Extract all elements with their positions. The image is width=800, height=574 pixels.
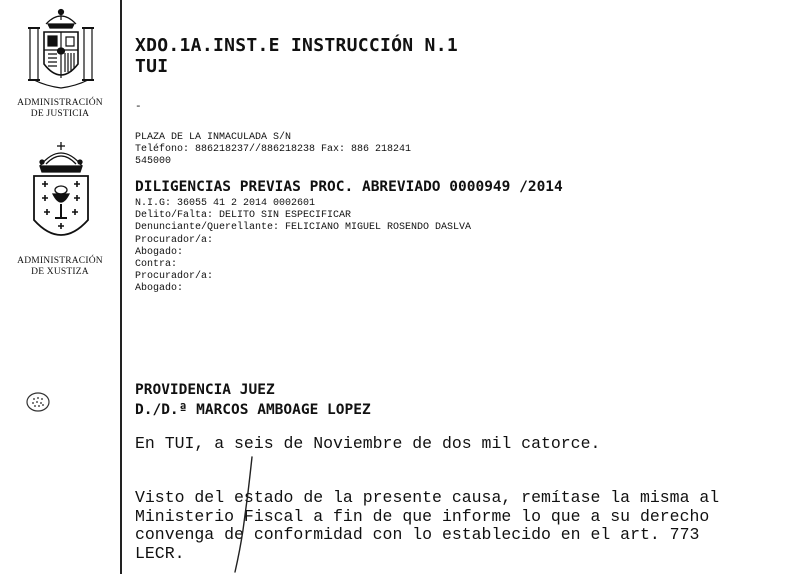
logo-bottom-label xyxy=(0,256,120,278)
court-name: XDO.1A.INST.E INSTRUCCIÓN N.1 xyxy=(135,35,458,56)
spain-coat-of-arms-logo xyxy=(26,6,96,91)
address-street: PLAZA DE LA INMACULADA S/N xyxy=(135,132,292,143)
place-date-line: En TUI, a seis de Noviembre de dos mil catorce. xyxy=(135,434,601,453)
body-line-2: Ministerio Fiscal a fin de que informe lo que a su derecho xyxy=(135,506,710,526)
body-line-3: convenga de conformidad con lo establecido en el art. 773 xyxy=(135,525,700,544)
galicia-coat-of-arms-logo xyxy=(26,138,96,253)
sidebar xyxy=(0,0,120,574)
logo-top-label xyxy=(0,98,120,120)
logo-top-label-line2: DE JUSTICIA xyxy=(30,109,90,119)
handwritten-pen-stroke xyxy=(225,455,260,574)
resolution-judge: D./D.ª MARCOS AMBOAGE LOPEZ xyxy=(135,402,371,418)
header-dash: - xyxy=(135,101,142,113)
proceeding-complainant: Denunciante/Querellante: FELICIANO MIGUEL ROSENDO DASLVA xyxy=(135,222,472,234)
margin-rule xyxy=(120,0,122,574)
resolution-type: PROVIDENCIA JUEZ xyxy=(135,382,275,398)
court-header xyxy=(135,35,458,77)
dotted-seal-icon xyxy=(25,390,51,414)
address-phone: Teléfono: 886218237//886218238 Fax: 886 218241 xyxy=(135,144,412,155)
body-line-1: Visto del estado de la presente causa, remítase la misma al xyxy=(135,488,720,507)
proceeding-details xyxy=(135,198,471,296)
proceeding-title: DILIGENCIAS PREVIAS PROC. ABREVIADO 0000949 /2014 xyxy=(135,179,563,195)
resolution-header xyxy=(135,380,371,420)
proceeding-against: Contra: xyxy=(135,259,178,271)
proceeding-nig: N.I.G: 36055 41 2 2014 0002601 xyxy=(135,198,316,209)
body-line-4: LECR. xyxy=(135,543,185,563)
court-city: TUI xyxy=(135,56,169,77)
logo-top-label-line1: ADMINISTRACIÓN xyxy=(17,98,103,108)
logo-bottom-label-line1: ADMINISTRACIÓN xyxy=(17,256,103,266)
proceeding-attorney-2: Procurador/a: xyxy=(135,271,214,283)
proceeding-attorney-1: Procurador/a: xyxy=(135,234,214,246)
logo-bottom-label-line2: DE XUSTIZA xyxy=(31,267,89,277)
proceeding-lawyer-2: Abogado: xyxy=(135,283,184,295)
proceeding-offence: Delito/Falta: DELITO SIN ESPECIFICAR xyxy=(135,210,352,222)
proceeding-lawyer-1: Abogado: xyxy=(135,246,184,258)
court-address xyxy=(135,132,411,168)
address-code: 545000 xyxy=(135,156,172,167)
